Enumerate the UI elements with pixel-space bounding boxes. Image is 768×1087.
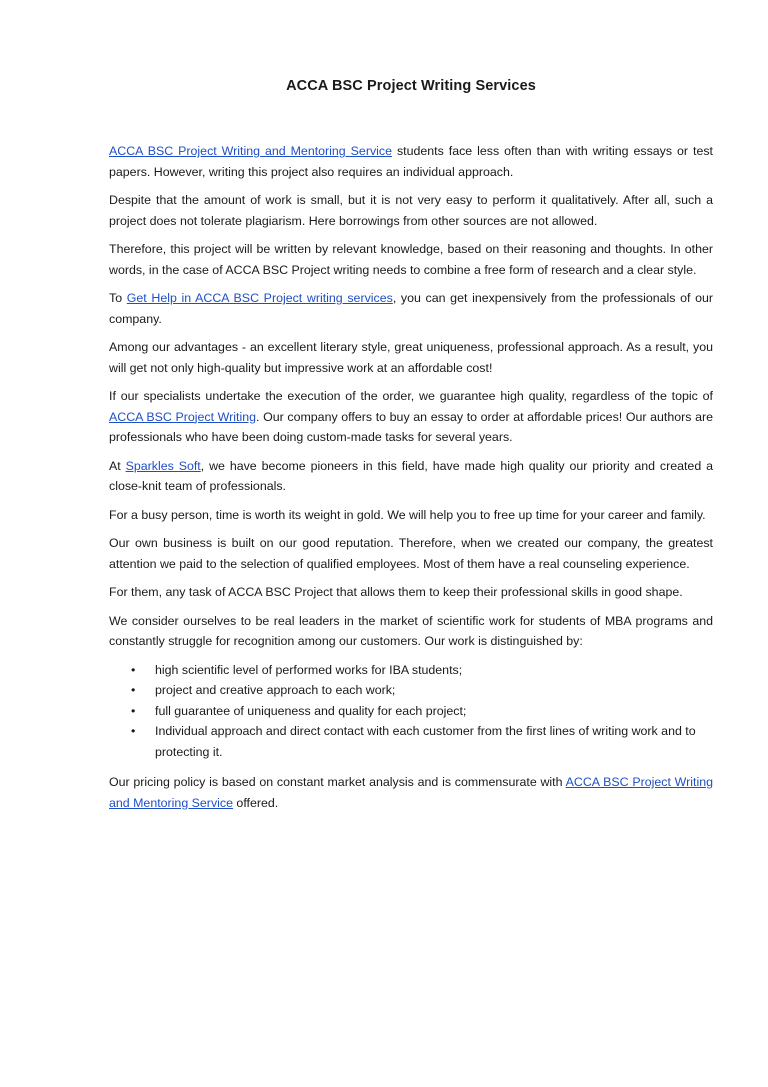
advantages-list <box>109 660 713 763</box>
paragraph-6 <box>109 386 713 448</box>
paragraph-8: For a busy person, time is worth its weight in gold. We will help you to free up time for your career and family. <box>109 507 706 522</box>
paragraph-6-post: . Our company offers to buy an essay to order at affordable prices! Our authors are professionals who have been doing custom-made tasks for several years. <box>109 409 713 444</box>
link-get-help[interactable]: Get Help in ACCA BSC Project writing services <box>126 291 393 305</box>
list-item: • Individual approach and direct contact with each customer from the first lines of writing work and to protecting it. <box>155 721 713 762</box>
paragraph-3: Therefore, this project will be written by relevant knowledge, based on their reasoning and thoughts. In other words, in the case of ACCA BSC Project writing needs to combine a free form of research and a clear style. <box>109 242 713 277</box>
paragraph-7-pre: At <box>109 458 126 473</box>
paragraph-7 <box>109 456 713 497</box>
document-title: ACCA BSC Project Writing Services <box>286 78 536 94</box>
paragraph-7-post: , we have become pioneers in this field, have made high quality our priority and created a close-knit team of professionals. <box>109 458 713 493</box>
list-item: • project and creative approach to each work; <box>155 680 713 701</box>
paragraph-1 <box>109 141 713 182</box>
link-mentoring-service-2[interactable]: ACCA BSC Project Writing and Mentoring Service <box>109 775 713 810</box>
link-sparkles-soft[interactable]: Sparkles Soft <box>125 458 201 473</box>
list-item: • full guarantee of uniqueness and quality for each project; <box>155 701 713 722</box>
link-mentoring-service[interactable]: ACCA BSC Project Writing and Mentoring Service <box>109 144 392 158</box>
paragraph-4-post: , you can get inexpensively from the professionals of our company. <box>109 291 714 326</box>
paragraph-2: Despite that the amount of work is small, but it is not very easy to perform it qualitatively. After all, such a project does not tolerate plagiarism. Here borrowings from other sources are not allowed. <box>109 193 713 228</box>
paragraph-9: Our own business is built on our good reputation. Therefore, when we created our company, the greatest attention we paid to the selection of qualified employees. Most of them have a real counseling experience. <box>109 536 713 571</box>
list-item: • high scientific level of performed works for IBA students; <box>155 660 713 681</box>
paragraph-4 <box>109 288 713 329</box>
paragraph-12 <box>109 772 713 813</box>
paragraph-4-pre: To <box>109 291 127 305</box>
paragraph-12-post: offered. <box>232 795 279 810</box>
paragraph-5: Among our advantages - an excellent literary style, great uniqueness, professional approach. As a result, you will get not only high-quality but impressive work at an affordable cost! <box>109 340 713 375</box>
paragraph-10: For them, any task of ACCA BSC Project that allows them to keep their professional skills in good shape. <box>109 585 683 599</box>
paragraph-6-pre: If our specialists undertake the execution of the order, we guarantee high quality, regardless of the topic of <box>109 389 713 403</box>
link-project-writing[interactable]: ACCA BSC Project Writing <box>109 409 257 424</box>
paragraph-11: We consider ourselves to be real leaders in the market of scientific work for students of MBA programs and constantly struggle for recognition among our customers. Our work is distinguished by: <box>109 613 713 648</box>
paragraph-1-text: students face less often than with writing essays or test papers. However, writing this project also requires an individual approach. <box>109 144 713 179</box>
paragraph-12-pre: Our pricing policy is based on constant market analysis and is commensurate with <box>109 775 566 789</box>
